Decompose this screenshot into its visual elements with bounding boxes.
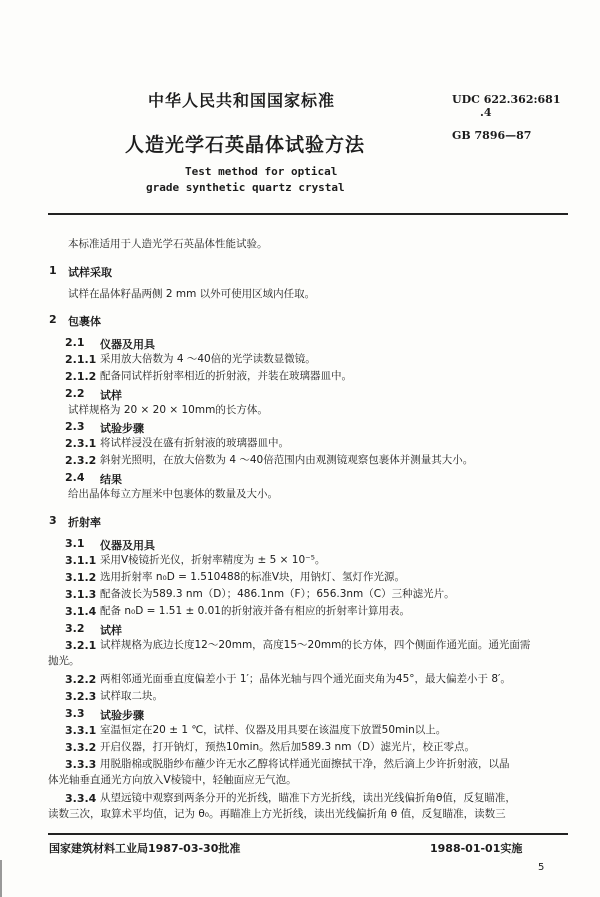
- clause-2-4-title: 结果: [100, 473, 122, 486]
- clause-3-2-3-text: 试样取二块。: [100, 690, 163, 702]
- gb-standard-code: GB 7896—87: [452, 129, 532, 142]
- clause-3-3-2-text: 开启仪器，打开钠灯，预热10min。然后加589.3 nm（D）滤光片，校正零点。: [100, 741, 476, 753]
- clause-2-3-number: 2.3: [65, 420, 85, 433]
- clause-3-2-3-number: 3.2.3: [65, 690, 97, 703]
- section-3-number: 3: [49, 514, 57, 527]
- clause-2-1-number: 2.1: [65, 336, 85, 349]
- clause-3-3-4-text-continued: 读数三次，取算术平均值，记为 θ₀。再瞄准上方光折线，读出光线偏折角 θ 值，反复瞄准，读数三: [48, 808, 506, 820]
- clause-3-3-2-number: 3.3.2: [65, 741, 97, 754]
- clause-3-1-1-text: 采用V棱镜折光仪，折射率精度为 ± 5 × 10⁻⁵。: [100, 554, 326, 566]
- clause-3-3-3-text: 用脱脂棉或脱脂纱布蘸少许无水乙醇将试样通光面擦拭干净，然后滴上少许折射液，以晶: [100, 758, 510, 770]
- clause-2-2-text: 试样规格为 20 × 20 × 10mm的长方体。: [68, 404, 268, 416]
- clause-2-3-1-text: 将试样浸没在盛有折射液的玻璃器皿中。: [100, 437, 289, 449]
- clause-3-2-2-number: 3.2.2: [65, 673, 97, 686]
- section-2-number: 2: [49, 313, 57, 326]
- clause-2-3-2-number: 2.3.2: [65, 454, 97, 467]
- clause-2-3-2-text: 斜射光照明，在放大倍数为 4 ～40倍范围内由观测镜观察包裹体并测量其大小。: [100, 454, 474, 466]
- clause-3-2-1-number: 3.2.1: [65, 639, 97, 652]
- clause-3-2-title: 试样: [100, 624, 122, 637]
- header-rule: [48, 213, 568, 215]
- clause-3-3-title: 试验步骤: [100, 709, 144, 722]
- clause-3-3-3-text-continued: 体光轴垂直通光方向放入V棱镜中，轻触面应无气泡。: [48, 774, 297, 786]
- national-standard-heading: 中华人民共和国国家标准: [148, 91, 336, 110]
- clause-2-1-1-number: 2.1.1: [65, 353, 97, 366]
- document-title-en-line1: Test method for optical: [185, 165, 338, 178]
- clause-3-1-3-text: 配备波长为589.3 nm（D）；486.1nm（F）；656.3nm（C）三种滤光片。: [100, 588, 455, 600]
- clause-3-2-1-text-continued: 抛光。: [48, 655, 80, 667]
- clause-3-1-number: 3.1: [65, 537, 85, 550]
- clause-3-1-2-number: 3.1.2: [65, 571, 97, 584]
- clause-3-1-1-number: 3.1.1: [65, 554, 97, 567]
- clause-3-3-3-number: 3.3.3: [65, 758, 97, 771]
- udc-code-continuation: .4: [480, 106, 492, 119]
- scan-edge-mark: [0, 860, 2, 897]
- clause-2-1-1-text: 采用放大倍数为 4 ～40倍的光学读数显微镜。: [100, 353, 316, 365]
- clause-2-3-1-number: 2.3.1: [65, 437, 97, 450]
- clause-3-2-1-text: 试样规格为底边长度12～20mm，高度15～20mm的长方体，四个侧面作通光面。通光面需: [100, 639, 531, 651]
- clause-3-2-2-text: 两相邻通光面垂直度偏差小于 1′；晶体光轴与四个通光面夹角为45°，最大偏差小于 8′。: [100, 673, 511, 685]
- clause-3-3-4-number: 3.3.4: [65, 792, 97, 805]
- clause-2-3-title: 试验步骤: [100, 422, 144, 435]
- page-number: 5: [538, 862, 545, 873]
- clause-2-1-title: 仪器及用具: [100, 338, 155, 351]
- clause-3-1-2-text: 选用折射率 n₀D = 1.510488的标准V块，用钠灯、氢灯作光源。: [100, 571, 406, 583]
- section-1-text: 试样在晶体籽晶两侧 2 mm 以外可使用区域内任取。: [68, 288, 316, 300]
- section-1-title: 试样采取: [68, 266, 112, 279]
- clause-3-1-3-number: 3.1.3: [65, 588, 97, 601]
- section-2-title: 包裹体: [68, 315, 101, 328]
- clause-3-3-number: 3.3: [65, 707, 85, 720]
- clause-2-1-2-number: 2.1.2: [65, 370, 97, 383]
- clause-3-1-4-number: 3.1.4: [65, 605, 97, 618]
- implementation-date: 1988-01-01实施: [430, 842, 523, 855]
- footer-rule: [48, 833, 568, 835]
- clause-2-2-title: 试样: [100, 389, 122, 402]
- clause-3-3-4-text: 从望远镜中观察到两条分开的光折线，瞄准下方光折线，读出光线偏折角θ值，反复瞄准，: [100, 792, 516, 804]
- clause-2-4-text: 给出晶体每立方厘米中包裹体的数量及大小。: [68, 488, 278, 500]
- approval-statement: 国家建筑材料工业局1987-03-30批准: [49, 842, 241, 855]
- clause-3-2-number: 3.2: [65, 622, 85, 635]
- section-1-number: 1: [49, 264, 57, 277]
- clause-3-1-title: 仪器及用具: [100, 539, 155, 552]
- document-title-cn: 人造光学石英晶体试验方法: [125, 134, 366, 156]
- clause-3-1-4-text: 配备 n₀D = 1.51 ± 0.01的折射液并备有相应的折射率计算用表。: [100, 605, 410, 617]
- clause-2-2-number: 2.2: [65, 387, 85, 400]
- clause-3-3-1-number: 3.3.1: [65, 724, 97, 737]
- section-3-title: 折射率: [68, 516, 101, 529]
- udc-code: UDC 622.362:681: [452, 93, 561, 106]
- clause-2-1-2-text: 配备同试样折射率相近的折射液，并装在玻璃器皿中。: [100, 370, 352, 382]
- document-title-en-line2: grade synthetic quartz crystal: [146, 181, 345, 194]
- clause-3-3-1-text: 室温恒定在20 ± 1 ℃，试样、仪器及用具要在该温度下放置50min以上。: [100, 724, 447, 736]
- intro-paragraph: 本标准适用于人造光学石英晶体性能试验。: [68, 238, 268, 250]
- clause-2-4-number: 2.4: [65, 471, 85, 484]
